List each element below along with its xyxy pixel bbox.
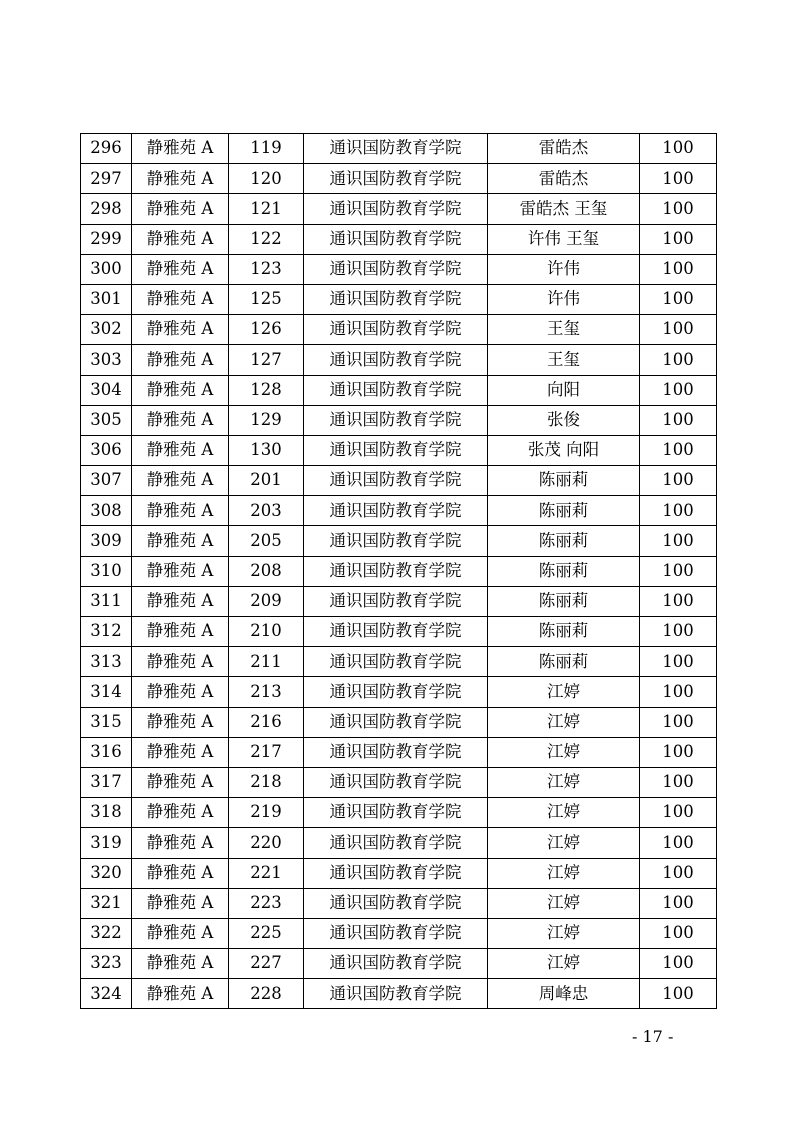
score-cell: 100 bbox=[640, 284, 717, 314]
score-cell: 100 bbox=[640, 888, 717, 918]
row-number-cell: 309 bbox=[81, 526, 132, 556]
instructor-cell: 雷皓杰 王玺 bbox=[488, 194, 640, 224]
room-number-cell: 122 bbox=[229, 224, 304, 254]
row-number-cell: 314 bbox=[81, 677, 132, 707]
instructor-cell: 江婷 bbox=[488, 798, 640, 828]
room-number-cell: 218 bbox=[229, 767, 304, 797]
college-cell: 通识国防教育学院 bbox=[304, 979, 488, 1009]
row-number-cell: 317 bbox=[81, 767, 132, 797]
college-cell: 通识国防教育学院 bbox=[304, 556, 488, 586]
college-cell: 通识国防教育学院 bbox=[304, 194, 488, 224]
table-row bbox=[81, 888, 717, 918]
score-cell: 100 bbox=[640, 979, 717, 1009]
room-number-cell: 209 bbox=[229, 586, 304, 616]
table-row bbox=[81, 979, 717, 1009]
instructor-cell: 江婷 bbox=[488, 677, 640, 707]
table-row bbox=[81, 194, 717, 224]
page-number: - 17 - bbox=[632, 1027, 674, 1046]
college-cell: 通识国防教育学院 bbox=[304, 466, 488, 496]
building-cell: 静雅苑 A bbox=[132, 888, 229, 918]
row-number-cell: 304 bbox=[81, 375, 132, 405]
table-row bbox=[81, 737, 717, 767]
score-cell: 100 bbox=[640, 918, 717, 948]
building-cell: 静雅苑 A bbox=[132, 949, 229, 979]
building-cell: 静雅苑 A bbox=[132, 858, 229, 888]
row-number-cell: 319 bbox=[81, 828, 132, 858]
college-cell: 通识国防教育学院 bbox=[304, 496, 488, 526]
row-number-cell: 307 bbox=[81, 466, 132, 496]
instructor-cell: 陈丽莉 bbox=[488, 586, 640, 616]
college-cell: 通识国防教育学院 bbox=[304, 918, 488, 948]
table-row bbox=[81, 134, 717, 164]
college-cell: 通识国防教育学院 bbox=[304, 677, 488, 707]
instructor-cell: 江婷 bbox=[488, 918, 640, 948]
room-number-cell: 121 bbox=[229, 194, 304, 224]
score-cell: 100 bbox=[640, 466, 717, 496]
room-number-cell: 225 bbox=[229, 918, 304, 948]
college-cell: 通识国防教育学院 bbox=[304, 949, 488, 979]
instructor-cell: 许伟 bbox=[488, 284, 640, 314]
room-number-cell: 128 bbox=[229, 375, 304, 405]
building-cell: 静雅苑 A bbox=[132, 194, 229, 224]
row-number-cell: 320 bbox=[81, 858, 132, 888]
instructor-cell: 陈丽莉 bbox=[488, 647, 640, 677]
building-cell: 静雅苑 A bbox=[132, 586, 229, 616]
instructor-cell: 陈丽莉 bbox=[488, 496, 640, 526]
instructor-cell: 向阳 bbox=[488, 375, 640, 405]
row-number-cell: 302 bbox=[81, 315, 132, 345]
score-cell: 100 bbox=[640, 496, 717, 526]
college-cell: 通识国防教育学院 bbox=[304, 134, 488, 164]
room-number-cell: 119 bbox=[229, 134, 304, 164]
score-cell: 100 bbox=[640, 798, 717, 828]
room-number-cell: 130 bbox=[229, 435, 304, 465]
score-cell: 100 bbox=[640, 345, 717, 375]
building-cell: 静雅苑 A bbox=[132, 737, 229, 767]
building-cell: 静雅苑 A bbox=[132, 677, 229, 707]
room-number-cell: 205 bbox=[229, 526, 304, 556]
college-cell: 通识国防教育学院 bbox=[304, 526, 488, 556]
building-cell: 静雅苑 A bbox=[132, 466, 229, 496]
row-number-cell: 313 bbox=[81, 647, 132, 677]
table-row bbox=[81, 466, 717, 496]
table-row bbox=[81, 375, 717, 405]
college-cell: 通识国防教育学院 bbox=[304, 707, 488, 737]
row-number-cell: 311 bbox=[81, 586, 132, 616]
instructor-cell: 张茂 向阳 bbox=[488, 435, 640, 465]
table-row bbox=[81, 556, 717, 586]
room-number-cell: 201 bbox=[229, 466, 304, 496]
building-cell: 静雅苑 A bbox=[132, 435, 229, 465]
row-number-cell: 298 bbox=[81, 194, 132, 224]
building-cell: 静雅苑 A bbox=[132, 707, 229, 737]
college-cell: 通识国防教育学院 bbox=[304, 375, 488, 405]
instructor-cell: 陈丽莉 bbox=[488, 556, 640, 586]
dormitory-score-table bbox=[80, 133, 717, 1009]
college-cell: 通识国防教育学院 bbox=[304, 858, 488, 888]
instructor-cell: 江婷 bbox=[488, 949, 640, 979]
college-cell: 通识国防教育学院 bbox=[304, 647, 488, 677]
table-row bbox=[81, 767, 717, 797]
table-row bbox=[81, 254, 717, 284]
college-cell: 通识国防教育学院 bbox=[304, 315, 488, 345]
room-number-cell: 213 bbox=[229, 677, 304, 707]
score-cell: 100 bbox=[640, 164, 717, 194]
room-number-cell: 210 bbox=[229, 617, 304, 647]
building-cell: 静雅苑 A bbox=[132, 405, 229, 435]
instructor-cell: 江婷 bbox=[488, 737, 640, 767]
room-number-cell: 127 bbox=[229, 345, 304, 375]
row-number-cell: 310 bbox=[81, 556, 132, 586]
instructor-cell: 江婷 bbox=[488, 858, 640, 888]
building-cell: 静雅苑 A bbox=[132, 345, 229, 375]
college-cell: 通识国防教育学院 bbox=[304, 586, 488, 616]
room-number-cell: 129 bbox=[229, 405, 304, 435]
table-row bbox=[81, 496, 717, 526]
college-cell: 通识国防教育学院 bbox=[304, 888, 488, 918]
table-row bbox=[81, 405, 717, 435]
room-number-cell: 120 bbox=[229, 164, 304, 194]
table-row bbox=[81, 647, 717, 677]
score-cell: 100 bbox=[640, 254, 717, 284]
table-row bbox=[81, 284, 717, 314]
table-row bbox=[81, 164, 717, 194]
table-row bbox=[81, 526, 717, 556]
table-row bbox=[81, 828, 717, 858]
college-cell: 通识国防教育学院 bbox=[304, 345, 488, 375]
table-row bbox=[81, 918, 717, 948]
room-number-cell: 221 bbox=[229, 858, 304, 888]
score-cell: 100 bbox=[640, 224, 717, 254]
score-cell: 100 bbox=[640, 315, 717, 345]
building-cell: 静雅苑 A bbox=[132, 798, 229, 828]
score-cell: 100 bbox=[640, 677, 717, 707]
instructor-cell: 雷皓杰 bbox=[488, 134, 640, 164]
college-cell: 通识国防教育学院 bbox=[304, 737, 488, 767]
row-number-cell: 305 bbox=[81, 405, 132, 435]
instructor-cell: 周峰忠 bbox=[488, 979, 640, 1009]
row-number-cell: 296 bbox=[81, 134, 132, 164]
score-cell: 100 bbox=[640, 949, 717, 979]
instructor-cell: 张俊 bbox=[488, 405, 640, 435]
score-cell: 100 bbox=[640, 526, 717, 556]
room-number-cell: 211 bbox=[229, 647, 304, 677]
building-cell: 静雅苑 A bbox=[132, 224, 229, 254]
room-number-cell: 203 bbox=[229, 496, 304, 526]
college-cell: 通识国防教育学院 bbox=[304, 405, 488, 435]
table-row bbox=[81, 345, 717, 375]
building-cell: 静雅苑 A bbox=[132, 164, 229, 194]
room-number-cell: 126 bbox=[229, 315, 304, 345]
row-number-cell: 323 bbox=[81, 949, 132, 979]
table-row bbox=[81, 586, 717, 616]
score-cell: 100 bbox=[640, 435, 717, 465]
instructor-cell: 许伟 王玺 bbox=[488, 224, 640, 254]
table-row bbox=[81, 858, 717, 888]
score-cell: 100 bbox=[640, 617, 717, 647]
table-row bbox=[81, 224, 717, 254]
building-cell: 静雅苑 A bbox=[132, 556, 229, 586]
instructor-cell: 陈丽莉 bbox=[488, 466, 640, 496]
building-cell: 静雅苑 A bbox=[132, 918, 229, 948]
instructor-cell: 雷皓杰 bbox=[488, 164, 640, 194]
row-number-cell: 299 bbox=[81, 224, 132, 254]
building-cell: 静雅苑 A bbox=[132, 767, 229, 797]
instructor-cell: 王玺 bbox=[488, 345, 640, 375]
room-number-cell: 125 bbox=[229, 284, 304, 314]
instructor-cell: 陈丽莉 bbox=[488, 526, 640, 556]
building-cell: 静雅苑 A bbox=[132, 617, 229, 647]
college-cell: 通识国防教育学院 bbox=[304, 164, 488, 194]
room-number-cell: 216 bbox=[229, 707, 304, 737]
score-cell: 100 bbox=[640, 405, 717, 435]
college-cell: 通识国防教育学院 bbox=[304, 617, 488, 647]
row-number-cell: 301 bbox=[81, 284, 132, 314]
room-number-cell: 220 bbox=[229, 828, 304, 858]
table-row bbox=[81, 315, 717, 345]
building-cell: 静雅苑 A bbox=[132, 375, 229, 405]
row-number-cell: 306 bbox=[81, 435, 132, 465]
college-cell: 通识国防教育学院 bbox=[304, 798, 488, 828]
score-cell: 100 bbox=[640, 858, 717, 888]
instructor-cell: 王玺 bbox=[488, 315, 640, 345]
row-number-cell: 308 bbox=[81, 496, 132, 526]
room-number-cell: 208 bbox=[229, 556, 304, 586]
row-number-cell: 303 bbox=[81, 345, 132, 375]
row-number-cell: 318 bbox=[81, 798, 132, 828]
building-cell: 静雅苑 A bbox=[132, 828, 229, 858]
instructor-cell: 江婷 bbox=[488, 888, 640, 918]
building-cell: 静雅苑 A bbox=[132, 284, 229, 314]
college-cell: 通识国防教育学院 bbox=[304, 224, 488, 254]
score-cell: 100 bbox=[640, 375, 717, 405]
score-cell: 100 bbox=[640, 767, 717, 797]
table-row bbox=[81, 707, 717, 737]
room-number-cell: 227 bbox=[229, 949, 304, 979]
building-cell: 静雅苑 A bbox=[132, 496, 229, 526]
instructor-cell: 江婷 bbox=[488, 707, 640, 737]
instructor-cell: 江婷 bbox=[488, 828, 640, 858]
table-row bbox=[81, 617, 717, 647]
table-row bbox=[81, 677, 717, 707]
building-cell: 静雅苑 A bbox=[132, 254, 229, 284]
row-number-cell: 312 bbox=[81, 617, 132, 647]
row-number-cell: 324 bbox=[81, 979, 132, 1009]
college-cell: 通识国防教育学院 bbox=[304, 284, 488, 314]
college-cell: 通识国防教育学院 bbox=[304, 828, 488, 858]
college-cell: 通识国防教育学院 bbox=[304, 435, 488, 465]
row-number-cell: 300 bbox=[81, 254, 132, 284]
building-cell: 静雅苑 A bbox=[132, 979, 229, 1009]
score-cell: 100 bbox=[640, 737, 717, 767]
row-number-cell: 315 bbox=[81, 707, 132, 737]
room-number-cell: 123 bbox=[229, 254, 304, 284]
table-row bbox=[81, 949, 717, 979]
room-number-cell: 228 bbox=[229, 979, 304, 1009]
score-cell: 100 bbox=[640, 707, 717, 737]
room-number-cell: 223 bbox=[229, 888, 304, 918]
room-number-cell: 217 bbox=[229, 737, 304, 767]
building-cell: 静雅苑 A bbox=[132, 647, 229, 677]
row-number-cell: 316 bbox=[81, 737, 132, 767]
score-cell: 100 bbox=[640, 586, 717, 616]
row-number-cell: 321 bbox=[81, 888, 132, 918]
college-cell: 通识国防教育学院 bbox=[304, 254, 488, 284]
instructor-cell: 陈丽莉 bbox=[488, 617, 640, 647]
building-cell: 静雅苑 A bbox=[132, 526, 229, 556]
table-body bbox=[81, 134, 717, 1009]
score-cell: 100 bbox=[640, 134, 717, 164]
table-row bbox=[81, 435, 717, 465]
instructor-cell: 许伟 bbox=[488, 254, 640, 284]
row-number-cell: 297 bbox=[81, 164, 132, 194]
table-row bbox=[81, 798, 717, 828]
college-cell: 通识国防教育学院 bbox=[304, 767, 488, 797]
score-cell: 100 bbox=[640, 828, 717, 858]
score-cell: 100 bbox=[640, 194, 717, 224]
building-cell: 静雅苑 A bbox=[132, 134, 229, 164]
room-number-cell: 219 bbox=[229, 798, 304, 828]
instructor-cell: 江婷 bbox=[488, 767, 640, 797]
building-cell: 静雅苑 A bbox=[132, 315, 229, 345]
row-number-cell: 322 bbox=[81, 918, 132, 948]
score-cell: 100 bbox=[640, 556, 717, 586]
score-cell: 100 bbox=[640, 647, 717, 677]
